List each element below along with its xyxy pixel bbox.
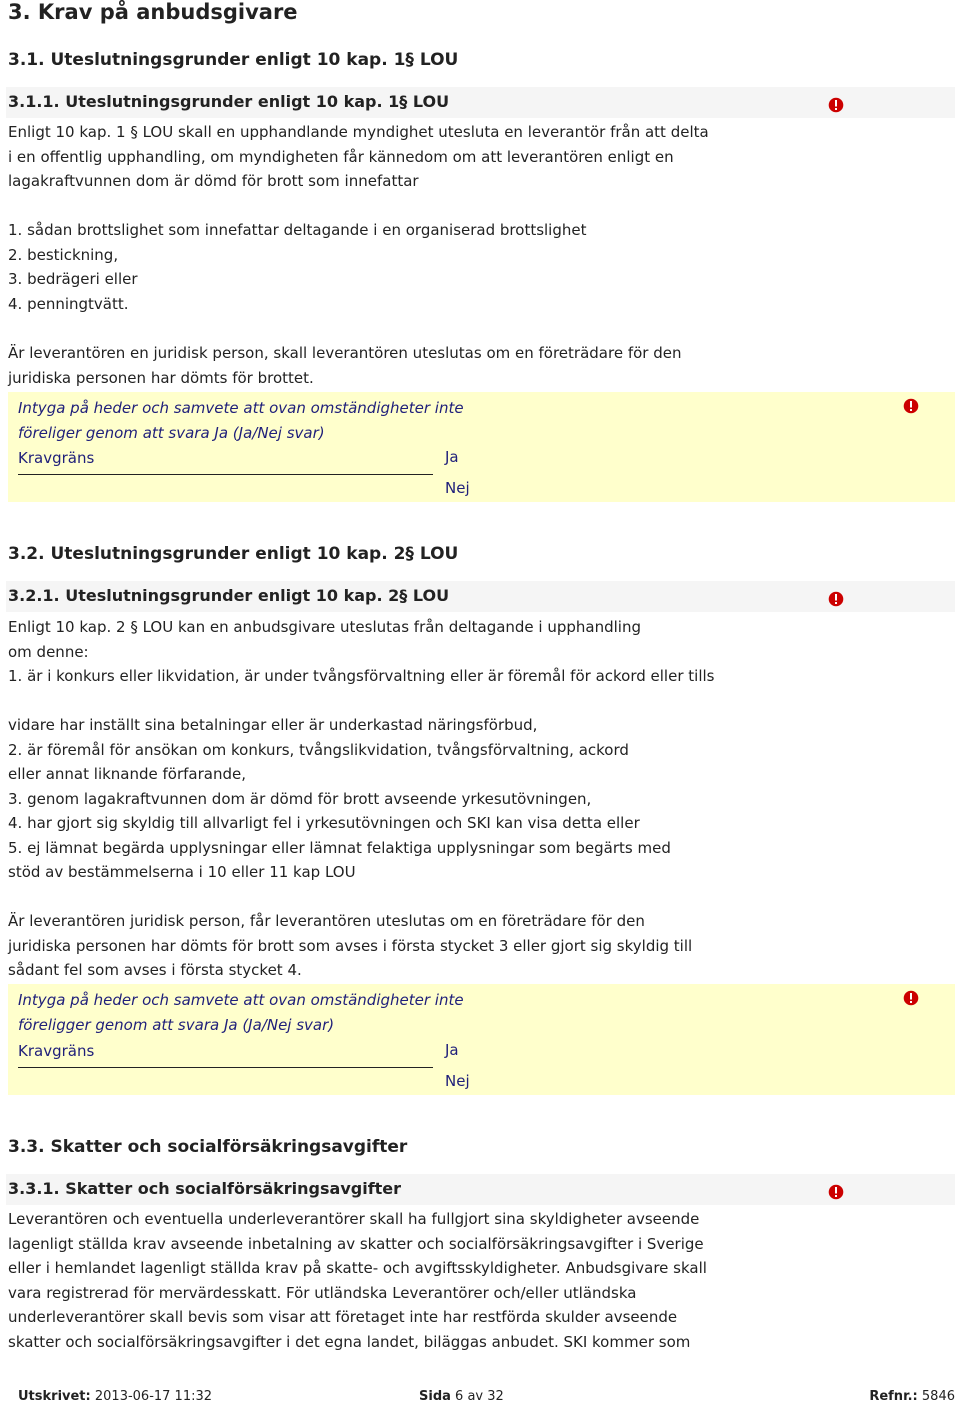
section-3-1-title: 3.1. Uteslutningsgrunder enligt 10 kap. 1§ LOU [8, 50, 459, 70]
text-line: 1. är i konkurs eller likvidation, är under tvångsförvaltning eller är föremål för ackord eller tills [8, 667, 715, 685]
answer-option-nej[interactable]: Nej [445, 479, 470, 497]
question-text [18, 988, 464, 1037]
section-3-1-list [8, 218, 587, 316]
list-item: 3. genom lagakraftvunnen dom är dömd för brott avseende yrkesutövningen, [8, 789, 592, 808]
kravgrans-label: Kravgräns [18, 449, 95, 467]
list-item: 1. sådan brottslighet som innefattar deltagande i en organiserad brottslighet [8, 221, 587, 239]
text-line: föreliger genom att svara Ja (Ja/Nej svar) [18, 423, 325, 442]
text-line: föreligger genom att svara Ja (Ja/Nej svar) [18, 1015, 335, 1034]
text-line: om denne: [8, 642, 89, 661]
text-line: skatter och socialförsäkringsavgifter i det egna landet, biläggas anbudet. SKI kommer som [8, 1332, 691, 1351]
text-line: lagakraftvunnen dom är dömd för brott som innefattar [8, 172, 419, 190]
text-line: Är leverantören juridisk person, får leverantören uteslutas om en företrädare för den [8, 912, 645, 930]
text-line: Intyga på heder och samvete att ovan omständigheter inte [18, 991, 464, 1009]
footer-printed-label: Utskrivet: [18, 1389, 91, 1404]
text-line: Är leverantören en juridisk person, skall leverantören uteslutas om en företrädare för den [8, 344, 682, 362]
exclamation-icon [828, 591, 844, 607]
section-3-3-body [8, 1207, 707, 1354]
question-text [18, 396, 464, 445]
text-line: Enligt 10 kap. 2 § LOU kan en anbudsgivare uteslutas från deltagande i upphandling [8, 618, 642, 636]
section-3-1-intro [8, 120, 709, 194]
list-item: 3. bedrägeri eller [8, 270, 138, 288]
text-line: i en offentlig upphandling, om myndigheten får kännedom om att leverantören enligt en [8, 147, 674, 166]
text-line: vara registrerad för mervärdesskatt. För utländska Leverantörer och/eller utländska [8, 1283, 637, 1302]
list-item: 4. penningtvätt. [8, 294, 129, 313]
list-item: 2. bestickning, [8, 245, 119, 264]
section-3-2-intro [8, 615, 714, 689]
text-line: Intyga på heder och samvete att ovan omständigheter inte [18, 399, 464, 417]
footer-printed [18, 1389, 212, 1404]
list-item: vidare har inställt sina betalningar eller är underkastad näringsförbud, [8, 716, 538, 734]
requirement-title: 3.1.1. Uteslutningsgrunder enligt 10 kap. 1§ LOU [8, 92, 450, 111]
text-line: juridiska personen har dömts för brott som avses i första stycket 3 eller gjort sig skyldig till [8, 936, 693, 955]
section-3-2-title: 3.2. Uteslutningsgrunder enligt 10 kap. 2§ LOU [8, 544, 459, 564]
list-item: 4. har gjort sig skyldig till allvarligt fel i yrkesutövningen och SKI kan visa detta eller [8, 814, 640, 832]
exclamation-icon [828, 1184, 844, 1200]
section-3-1-closing [8, 341, 681, 390]
kravgrans-row [18, 448, 433, 475]
list-item: stöd av bestämmelserna i 10 eller 11 kap LOU [8, 863, 356, 881]
text-line: sådant fel som avses i första stycket 4. [8, 961, 302, 979]
page-heading: 3. Krav på anbudsgivare [8, 0, 298, 24]
text-line: juridiska personen har dömts för brottet. [8, 368, 314, 387]
answer-option-ja[interactable]: Ja [445, 448, 459, 466]
footer-page-label: Sida [419, 1389, 451, 1404]
question-box-3-2 [8, 984, 955, 1095]
section-3-2-closing [8, 909, 692, 983]
footer-page [419, 1389, 504, 1404]
answer-option-ja[interactable]: Ja [445, 1041, 459, 1059]
list-item: 5. ej lämnat begärda upplysningar eller lämnat felaktiga upplysningar som begärts med [8, 838, 671, 857]
text-line: Enligt 10 kap. 1 § LOU skall en upphandlande myndighet utesluta en leverantör från att delta [8, 123, 709, 141]
requirement-header-3-1-1 [6, 87, 955, 118]
requirement-title: 3.3.1. Skatter och socialförsäkringsavgifter [8, 1179, 402, 1198]
text-line: underleverantörer skall bevis som visar att företaget inte har restförda skulder avseende [8, 1308, 678, 1326]
text-line: Leverantören och eventuella underleverantörer skall ha fullgjort sina skyldigheter avseende [8, 1210, 700, 1228]
footer-page-value: 6 av 32 [455, 1389, 504, 1404]
list-item: eller annat liknande förfarande, [8, 765, 247, 783]
exclamation-icon [903, 990, 919, 1006]
section-3-3-title: 3.3. Skatter och socialförsäkringsavgifter [8, 1137, 408, 1157]
question-box-3-1 [8, 392, 955, 502]
section-3-2-list [8, 713, 671, 885]
kravgrans-row [18, 1041, 433, 1068]
requirement-title: 3.2.1. Uteslutningsgrunder enligt 10 kap. 2§ LOU [8, 586, 450, 605]
exclamation-icon [828, 97, 844, 113]
footer-printed-value: 2013-06-17 11:32 [94, 1389, 213, 1404]
requirement-header-3-2-1 [6, 581, 955, 612]
footer-ref [869, 1389, 955, 1404]
footer-ref-label: Refnr.: [869, 1389, 918, 1404]
text-line: lagenligt ställda krav avseende inbetalning av skatter och socialförsäkringsavgifter i Sverige [8, 1234, 704, 1253]
answer-option-nej[interactable]: Nej [445, 1072, 470, 1090]
list-item: 2. är föremål för ansökan om konkurs, tvångslikvidation, tvångsförvaltning, ackord [8, 740, 629, 759]
requirement-header-3-3-1 [6, 1174, 955, 1205]
footer-ref-value: 5846 [921, 1389, 955, 1404]
kravgrans-label: Kravgräns [18, 1042, 95, 1060]
text-line: eller i hemlandet lagenligt ställda krav på skatte- och avgiftsskyldigheter. Anbudsgivare skall [8, 1259, 707, 1277]
exclamation-icon [903, 398, 919, 414]
